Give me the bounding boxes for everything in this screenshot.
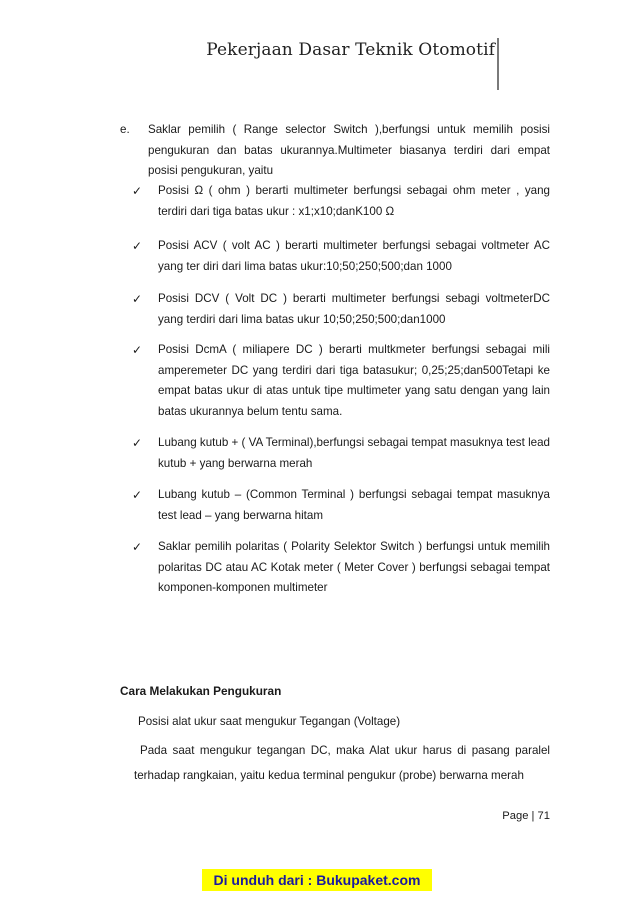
bullet-text: Posisi ACV ( volt AC ) berarti multimeter berfungsi sebagai voltmeter AC yang ter diri dari lima batas ukur:10;50;250;500;dan 1000	[158, 239, 550, 273]
section-paragraph: Posisi alat ukur saat mengukur Tegangan (Voltage)	[138, 715, 401, 728]
bullet-item	[132, 289, 550, 330]
bullet-text: Lubang kutub + ( VA Terminal),berfungsi sebagai tempat masuknya test lead kutub + yang berwarna merah	[158, 436, 550, 470]
bullet-text: Posisi DcmA ( miliapere DC ) berarti multkmeter berfungsi sebagai mili amperemeter DC yang terdiri dari tiga batasukur; 0,25;25;dan500Tetapi ke empat batas ukur di atas untuk tipe multimeter yang satu dengan yang lain batas ukurannya belum tentu sama.	[158, 343, 550, 418]
bullet-text: Posisi DCV ( Volt DC ) berarti multimeter berfungsi sebagi voltmeterDC yang terdiri dari lima batas ukur 10;50;250;500;dan1000	[158, 292, 550, 326]
bullet-item	[132, 340, 550, 422]
checkmark-icon: ✓	[132, 239, 143, 253]
list-marker: e.	[120, 123, 130, 136]
bullet-item	[132, 236, 550, 277]
checkmark-icon: ✓	[132, 540, 143, 554]
section-heading: Cara Melakukan Pengukuran	[120, 684, 282, 698]
bullet-item	[132, 181, 550, 222]
bullet-item	[132, 537, 550, 599]
page-number: Page | 71	[502, 810, 550, 822]
page-header-title: Pekerjaan Dasar Teknik Otomotif	[206, 40, 495, 60]
intro-item	[120, 120, 550, 182]
bullet-text: Posisi Ω ( ohm ) berarti multimeter berfungsi sebagai ohm meter , yang terdiri dari tiga batas ukur : x1;x10;danK100 Ω	[158, 184, 550, 218]
checkmark-icon: ✓	[132, 488, 143, 502]
checkmark-icon: ✓	[132, 292, 143, 306]
intro-text: Saklar pemilih ( Range selector Switch ),berfungsi untuk memilih posisi pengukuran dan batas ukurannya.Multimeter biasanya terdiri dari empat posisi pengukuran, yaitu	[148, 123, 550, 177]
bullet-item	[132, 485, 550, 526]
bullet-text: Lubang kutub – (Common Terminal ) berfungsi sebagai tempat masuknya test lead – yang berwarna hitam	[158, 488, 550, 522]
bullet-item	[132, 433, 550, 474]
checkmark-icon: ✓	[132, 184, 143, 198]
download-source-banner: Di unduh dari : Bukupaket.com	[202, 869, 432, 891]
section-paragraph: Pada saat mengukur tegangan DC, maka Alat ukur harus di pasang paralel terhadap rangkaian, yaitu kedua terminal pengukur (probe) berwarna merah	[134, 744, 550, 782]
bullet-text: Saklar pemilih polaritas ( Polarity Selektor Switch ) berfungsi untuk memilih polaritas DC atau AC Kotak meter ( Meter Cover ) berfungsi sebagai tempat komponen-komponen multimeter	[158, 540, 550, 594]
checkmark-icon: ✓	[132, 343, 143, 357]
checkmark-icon: ✓	[132, 436, 143, 450]
header-divider	[497, 38, 499, 90]
